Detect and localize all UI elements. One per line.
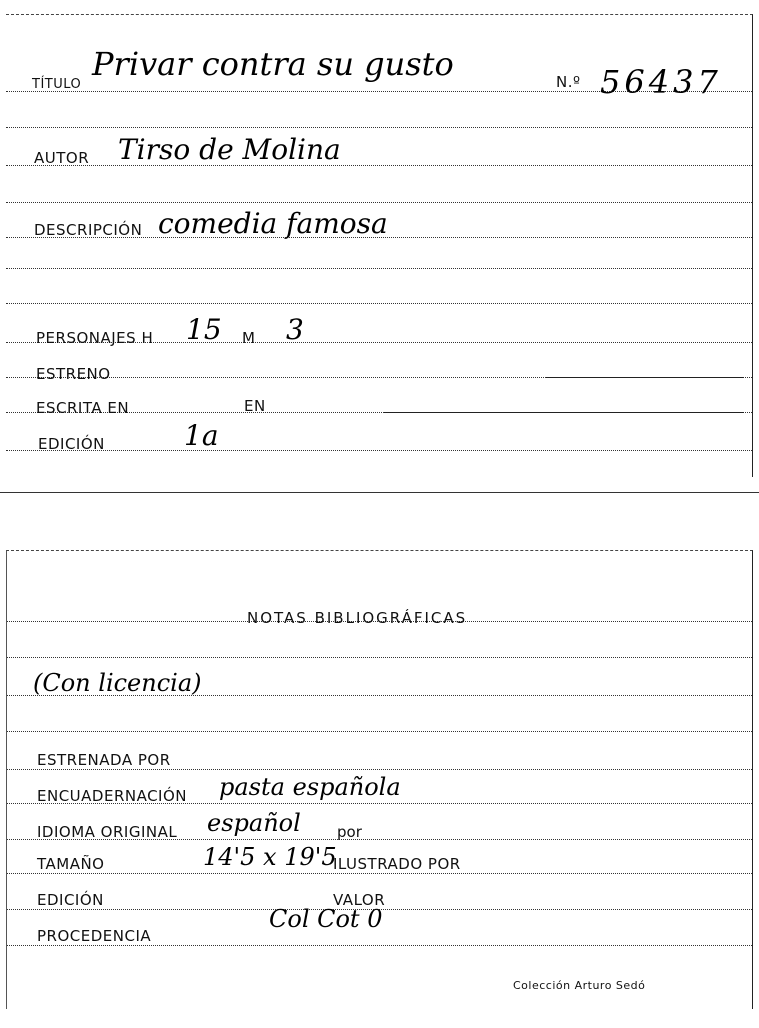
tamano-value: 14'5 x 19'5 <box>203 843 337 871</box>
rule <box>6 202 752 203</box>
escrita-label: ESCRITA EN <box>36 399 130 417</box>
idioma-value: español <box>207 809 301 837</box>
estrenada-label: ESTRENADA POR <box>37 751 171 769</box>
numero-label: N.º <box>556 73 581 91</box>
rule <box>7 731 752 732</box>
encuadernacion-value: pasta española <box>219 773 401 801</box>
procedencia-value: Col Cot 0 <box>269 905 383 933</box>
autor-value: Tirso de Molina <box>118 133 341 166</box>
back-card <box>6 550 753 1009</box>
rule <box>6 127 752 128</box>
rule <box>7 873 752 874</box>
card-separator <box>0 492 759 493</box>
descripcion-label: DESCRIPCIÓN <box>34 221 143 239</box>
front-card <box>6 14 753 477</box>
rule <box>6 268 752 269</box>
edicion-value: 1a <box>184 419 219 452</box>
idioma-label: IDIOMA ORIGINAL <box>37 823 178 841</box>
estreno-label: ESTRENO <box>36 365 111 383</box>
numero-value: 56437 <box>600 63 722 101</box>
licencia-note: (Con licencia) <box>33 669 202 697</box>
en-label: EN <box>244 397 266 415</box>
edicion-back-label: EDICIÓN <box>37 891 104 909</box>
rule <box>6 303 752 304</box>
edicion-label: EDICIÓN <box>38 435 105 453</box>
rule <box>7 769 752 770</box>
escrita-line <box>384 412 744 413</box>
rule <box>7 657 752 658</box>
personajes-label: PERSONAJES H <box>36 329 154 347</box>
descripcion-value: comedia famosa <box>158 207 388 240</box>
personajes-h-value: 15 <box>186 313 222 346</box>
encuadernacion-label: ENCUADERNACIÓN <box>37 787 188 805</box>
estreno-line <box>546 377 744 378</box>
procedencia-label: PROCEDENCIA <box>37 927 152 945</box>
rule <box>7 945 752 946</box>
autor-label: AUTOR <box>34 149 90 167</box>
titulo-label: TÍTULO <box>32 77 82 92</box>
notas-heading: NOTAS BIBLIOGRÁFICAS <box>247 609 468 627</box>
ilustrado-label: ILUSTRADO POR <box>333 855 461 873</box>
collection-footer: Colección Arturo Sedó <box>513 979 646 992</box>
valor-label: VALOR <box>333 891 386 909</box>
tamano-label: TAMAÑO <box>37 855 105 873</box>
rule <box>6 450 752 451</box>
por-label: por <box>337 823 362 841</box>
personajes-m-label: M <box>242 329 256 347</box>
personajes-m-value: 3 <box>286 313 304 346</box>
titulo-value: Privar contra su gusto <box>92 45 454 83</box>
